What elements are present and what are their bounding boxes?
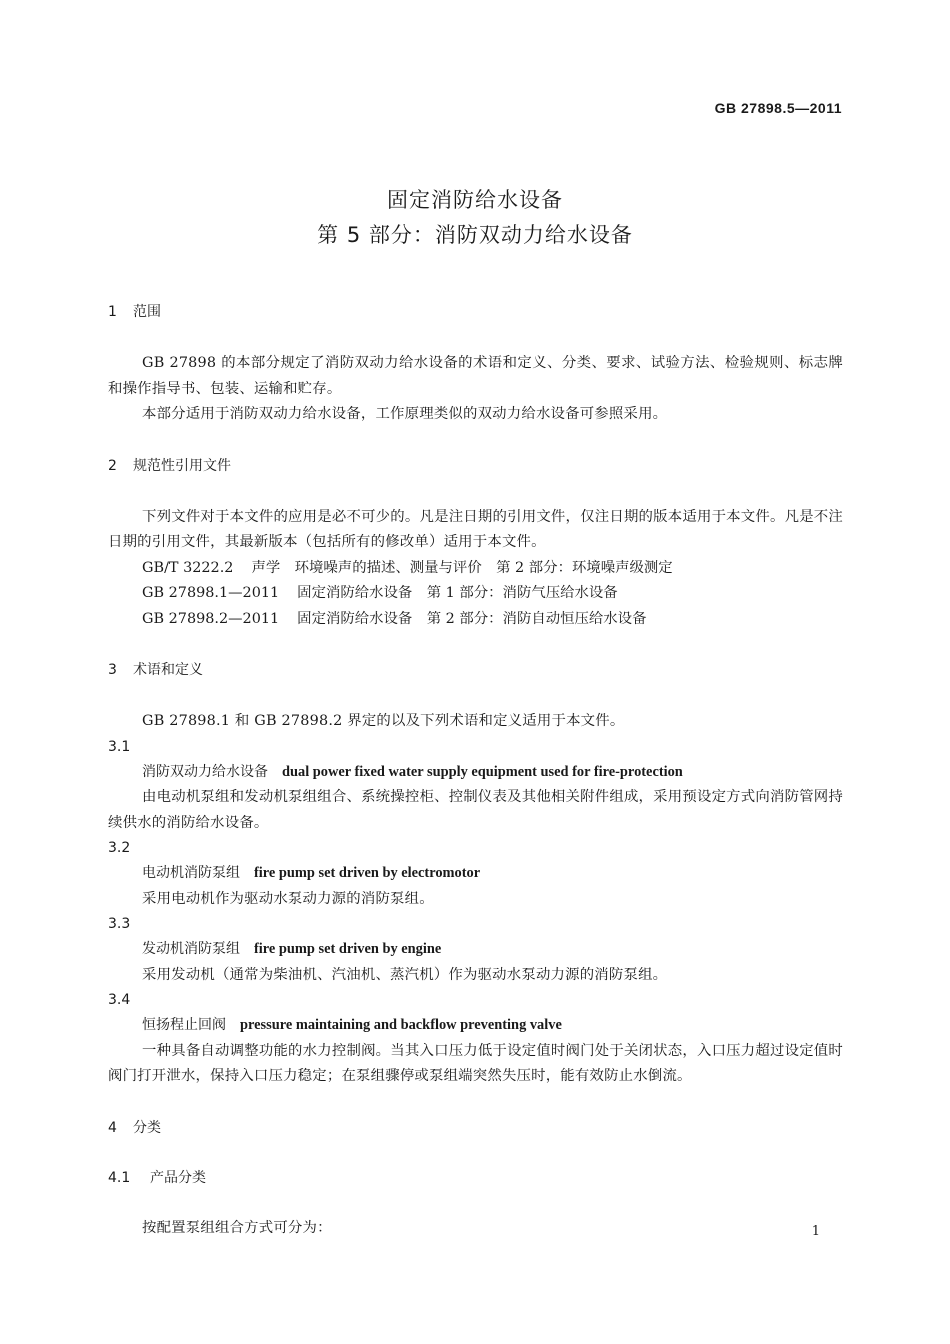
reference-code: GB 27898.2—2011 — [142, 610, 280, 627]
section-heading-2 — [108, 454, 843, 479]
section-number: 3 — [108, 662, 117, 678]
document-code: GB 27898.5—2011 — [714, 100, 842, 116]
term-english: fire pump set driven by electromotor — [254, 865, 481, 881]
term-entry — [108, 937, 843, 963]
paragraph: GB 27898.1 和 GB 27898.2 界定的以及下列术语和定义适用于本文件。 — [142, 713, 625, 729]
term-english: pressure maintaining and backflow preventing valve — [240, 1017, 562, 1033]
section-number: 1 — [108, 304, 117, 320]
reference-title: 固定消防给水设备 第 1 部分：消防气压给水设备 — [297, 585, 618, 601]
paragraph: 下列文件对于本文件的应用是必不可少的。凡是注日期的引用文件，仅注日期的版本适用于本文件。凡是不注日期的引用文件，其最新版本（包括所有的修改单）适用于本文件。 — [108, 508, 843, 550]
page-number: 1 — [811, 1224, 820, 1239]
reference-title: 声学 环境噪声的描述、测量与评价 第 2 部分：环境噪声级测定 — [251, 559, 673, 576]
reference-item — [108, 556, 843, 582]
clause-number: 3.1 — [108, 738, 131, 755]
term-definition: 采用电动机作为驱动水泵动力源的消防泵组。 — [142, 890, 434, 907]
document-body — [108, 300, 843, 1241]
section-heading-4 — [108, 1116, 843, 1141]
reference-code: GB 27898.1—2011 — [142, 585, 280, 601]
term-definition: 一种具备自动调整功能的水力控制阀。当其入口压力低于设定值时阀门处于关闭状态，入口压力超过设定值时阀门打开泄水，保持入口压力稳定；在泵组骤停或泵组端突然失压时，能有效防止水倒流。 — [108, 1042, 843, 1084]
term-definition: 由电动机泵组和发动机泵组组合、系统操控柜、控制仪表及其他相关附件组成，采用预设定方式向消防管网持续供水的消防给水设备。 — [108, 789, 843, 831]
term-entry — [108, 861, 843, 887]
section-heading-1 — [108, 300, 843, 325]
subsection-heading — [108, 1166, 843, 1191]
section-title: 范围 — [133, 304, 161, 320]
section-title: 术语和定义 — [133, 662, 203, 678]
term-english: dual power fixed water supply equipment used for fire-protection — [282, 763, 683, 780]
term-chinese: 电动机消防泵组 — [142, 865, 240, 881]
section-number: 4 — [108, 1119, 117, 1136]
document-title: 固定消防给水设备 — [387, 188, 563, 212]
term-chinese: 恒扬程止回阀 — [142, 1017, 226, 1033]
section-title: 规范性引用文件 — [133, 457, 231, 474]
term-definition: 采用发动机（通常为柴油机、汽油机、蒸汽机）作为驱动水泵动力源的消防泵组。 — [142, 966, 668, 983]
clause-number: 3.4 — [108, 992, 131, 1008]
reference-code: GB/T 3222.2 — [142, 559, 234, 576]
term-entry — [108, 760, 843, 786]
document-subtitle: 第 5 部分：消防双动力给水设备 — [317, 223, 633, 247]
reference-item — [108, 607, 843, 633]
term-chinese: 发动机消防泵组 — [142, 941, 240, 957]
section-number: 2 — [108, 457, 117, 474]
paragraph: 本部分适用于消防双动力给水设备，工作原理类似的双动力给水设备可参照采用。 — [142, 406, 668, 422]
clause-number: 3.3 — [108, 916, 131, 932]
section-heading-3 — [108, 658, 843, 683]
section-title: 分类 — [133, 1119, 161, 1136]
term-entry — [108, 1013, 843, 1039]
subsection-title: 产品分类 — [150, 1169, 206, 1186]
paragraph: 按配置泵组组合方式可分为： — [142, 1219, 332, 1236]
paragraph: GB 27898 的本部分规定了消防双动力给水设备的术语和定义、分类、要求、试验方法、检验规则、标志牌和操作指导书、包装、运输和贮存。 — [108, 355, 843, 397]
reference-item — [108, 581, 843, 607]
term-english: fire pump set driven by engine — [254, 941, 442, 957]
subsection-number: 4.1 — [108, 1169, 131, 1186]
reference-title: 固定消防给水设备 第 2 部分：消防自动恒压给水设备 — [297, 610, 647, 627]
clause-number: 3.2 — [108, 840, 131, 856]
term-chinese: 消防双动力给水设备 — [142, 763, 268, 780]
